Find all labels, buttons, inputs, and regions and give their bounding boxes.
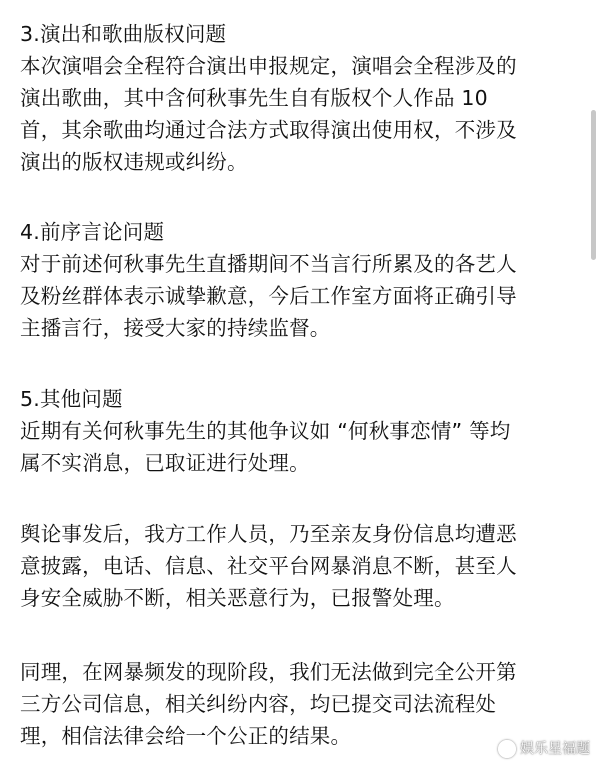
paragraph-7 [20,656,580,752]
watermark-logo-icon [498,740,516,758]
paragraph-7-line: 理，相信法律会给一个公正的结果。 [20,724,352,748]
paragraph-6-line: 意披露，电话、信息、社交平台网暴消息不断，甚至人 [20,554,517,578]
section-3 [20,18,580,178]
paragraph-6 [20,518,580,614]
section-3-line: 演出的版权违规或纠纷。 [20,150,248,174]
section-5-line: 近期有关何秋事先生的其他争议如 “何秋事恋情” 等均 [20,419,511,443]
section-4-line: 对于前述何秋事先生直播期间不当言行所累及的各艺人 [20,252,517,276]
paragraph-7-line: 同理，在网暴频发的现阶段，我们无法做到完全公开第 [20,660,517,684]
watermark-text: 娱乐星福题 [520,741,590,757]
paragraph-7-line: 三方公司信息，相关纠纷内容，均已提交司法流程处 [20,692,497,716]
section-5 [20,383,580,479]
watermark [498,740,590,758]
scrollbar[interactable] [591,110,596,260]
paragraph-6-line: 舆论事发后，我方工作人员，乃至亲友身份信息均遭恶 [20,522,517,546]
paragraph-6-line: 身安全威胁不断，相关恶意行为，已报警处理。 [20,586,455,610]
section-4-line: 及粉丝群体表示诚挚歉意，今后工作室方面将正确引导 [20,284,517,308]
section-4-line: 主播言行，接受大家的持续监督。 [20,316,331,340]
section-5-title: 5.其他问题 [20,387,123,411]
section-3-line: 首，其余歌曲均通过合法方式取得演出使用权，不涉及 [20,118,517,142]
section-4 [20,216,580,344]
section-3-line: 本次演唱会全程符合演出申报规定，演唱会全程涉及的 [20,54,517,78]
section-3-line: 演出歌曲，其中含何秋事先生自有版权个人作品 10 [20,86,488,110]
section-3-title: 3.演出和歌曲版权问题 [20,22,227,46]
section-4-title: 4.前序言论问题 [20,220,165,244]
section-5-line: 属不实消息，已取证进行处理。 [20,451,310,475]
